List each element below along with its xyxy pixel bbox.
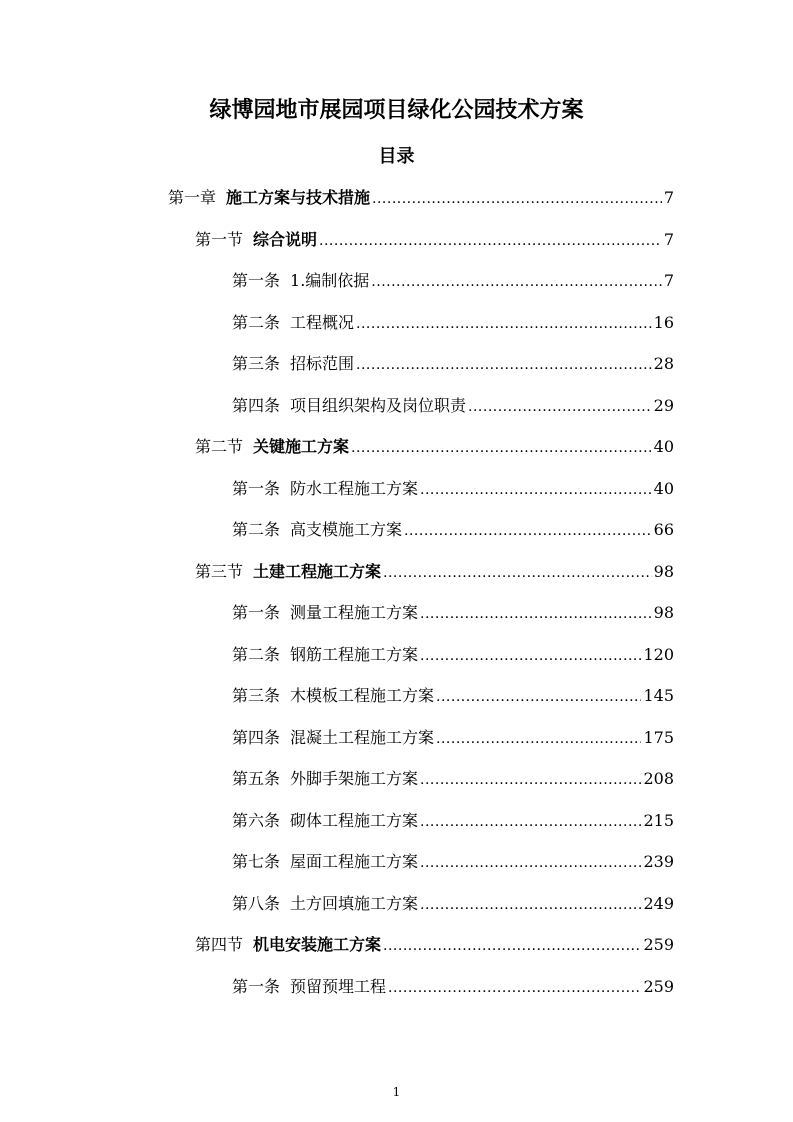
toc-entry[interactable] xyxy=(232,976,674,999)
toc-entry[interactable] xyxy=(232,644,674,667)
toc-entry-page: 66 xyxy=(653,520,674,539)
toc-entry-page: 249 xyxy=(643,893,674,913)
toc-entry[interactable] xyxy=(232,270,674,293)
toc-dot-leader xyxy=(420,603,652,625)
toc-entry-number: 第六条 xyxy=(232,810,281,830)
toc-entry-page: 7 xyxy=(663,188,674,207)
toc-entry[interactable] xyxy=(232,519,674,542)
toc-dot-leader xyxy=(420,852,641,874)
toc-entry-page: 98 xyxy=(653,603,674,622)
toc-entry[interactable] xyxy=(195,229,674,252)
toc-entry[interactable] xyxy=(195,436,674,459)
toc-entry-title: 综合说明 xyxy=(253,229,318,249)
toc-entry-title: 外脚手架施工方案 xyxy=(290,769,419,788)
toc-entry-title: 砌体工程施工方案 xyxy=(290,810,419,830)
page-number: 1 xyxy=(392,1085,401,1099)
toc-entry-title: 木模板工程施工方案 xyxy=(290,686,435,705)
toc-dot-leader xyxy=(351,437,652,459)
toc-entry-number: 第一条 xyxy=(232,603,281,622)
toc-entry-title: 屋面工程施工方案 xyxy=(290,852,419,871)
toc-entry-title: 工程概况 xyxy=(290,312,355,332)
toc-dot-leader xyxy=(420,769,641,791)
toc-entry-page: 145 xyxy=(643,686,674,705)
toc-dot-leader xyxy=(388,977,641,999)
toc-dot-leader xyxy=(420,645,641,667)
toc-entry-number: 第一条 xyxy=(232,271,281,290)
toc-entry-title: 土建工程施工方案 xyxy=(253,561,382,581)
toc-dot-leader xyxy=(371,271,662,293)
toc-entry-title: 预留预埋工程 xyxy=(290,976,387,996)
toc-entry[interactable] xyxy=(232,602,674,625)
toc-entry-title: 防水工程施工方案 xyxy=(290,478,419,498)
toc-entry-number: 第三条 xyxy=(232,686,281,705)
toc-entry[interactable] xyxy=(168,187,674,210)
toc-entry-number: 第四条 xyxy=(232,395,281,415)
toc-entry-number: 第七条 xyxy=(232,852,281,871)
toc-entry-page: 40 xyxy=(653,478,674,498)
toc-entry-title: 施工方案与技术措施 xyxy=(226,188,371,207)
toc-entry[interactable] xyxy=(232,727,674,750)
toc-dot-leader xyxy=(436,686,641,708)
toc-entry-title: 土方回填施工方案 xyxy=(290,893,419,913)
toc-entry[interactable] xyxy=(195,934,674,957)
toc-entry[interactable] xyxy=(232,851,674,874)
toc-entry-number: 第八条 xyxy=(232,893,281,913)
toc-entry[interactable] xyxy=(232,893,674,916)
toc-entry-page: 16 xyxy=(653,312,674,332)
toc-entry-number: 第三条 xyxy=(232,354,281,373)
toc-entry-page: 239 xyxy=(643,852,674,871)
toc-entry-number: 第一节 xyxy=(195,229,244,249)
toc-entry-number: 第一条 xyxy=(232,478,281,498)
document-title: 绿博园地市展园项目绿化公园技术方案 xyxy=(209,98,584,123)
toc-entry-page: 208 xyxy=(643,769,674,788)
toc-entry-title: 关键施工方案 xyxy=(253,437,350,456)
toc-entry-page: 7 xyxy=(663,229,674,249)
toc-entry[interactable] xyxy=(232,353,674,376)
toc-entry[interactable] xyxy=(232,395,674,418)
toc-dot-leader xyxy=(436,728,641,750)
toc-entry-number: 第二条 xyxy=(232,520,281,539)
toc-dot-leader xyxy=(356,354,652,376)
toc-entry[interactable] xyxy=(232,312,674,335)
toc-entry-number: 第一章 xyxy=(168,188,217,207)
toc-entry-page: 215 xyxy=(643,810,674,830)
toc-entry-title: 高支模施工方案 xyxy=(290,520,403,539)
toc-entry-number: 第四条 xyxy=(232,727,281,747)
toc-entry-title: 招标范围 xyxy=(290,354,355,373)
toc-entry-number: 第二节 xyxy=(195,437,244,456)
toc-entry-title: 钢筋工程施工方案 xyxy=(290,644,419,664)
toc-entry-title: 机电安装施工方案 xyxy=(253,935,382,954)
toc-entry-number: 第四节 xyxy=(195,935,244,954)
toc-entry[interactable] xyxy=(232,685,674,708)
toc-entry-page: 259 xyxy=(643,976,674,996)
toc-dot-leader xyxy=(383,562,652,584)
toc-entry[interactable] xyxy=(232,768,674,791)
toc-dot-leader xyxy=(383,935,641,957)
toc-entry-page: 259 xyxy=(643,935,674,954)
toc-heading: 目录 xyxy=(378,146,415,167)
toc-dot-leader xyxy=(420,811,641,833)
toc-entry-page: 98 xyxy=(653,561,674,581)
toc-dot-leader xyxy=(420,894,641,916)
toc-entry-page: 7 xyxy=(663,271,674,290)
toc-dot-leader xyxy=(468,396,652,418)
toc-entry-page: 28 xyxy=(653,354,674,373)
toc-entry-page: 40 xyxy=(653,437,674,456)
toc-entry[interactable] xyxy=(232,810,674,833)
toc-dot-leader xyxy=(356,313,652,335)
toc-entry-number: 第三节 xyxy=(195,561,244,581)
toc-entry-title: 测量工程施工方案 xyxy=(290,603,419,622)
toc-entry-number: 第二条 xyxy=(232,312,281,332)
toc-entry[interactable] xyxy=(195,561,674,584)
toc-dot-leader xyxy=(404,520,652,542)
toc-entry[interactable] xyxy=(232,478,674,501)
toc-entry-number: 第二条 xyxy=(232,644,281,664)
toc-dot-leader xyxy=(420,479,652,501)
toc-entry-title: 1.编制依据 xyxy=(290,271,370,290)
toc-entry-number: 第五条 xyxy=(232,769,281,788)
toc-dot-leader xyxy=(372,188,662,210)
toc-entry-title: 项目组织架构及岗位职责 xyxy=(290,395,467,415)
toc-entry-title: 混凝土工程施工方案 xyxy=(290,727,435,747)
toc-entry-page: 120 xyxy=(643,644,674,664)
toc-entry-page: 29 xyxy=(653,395,674,415)
toc-dot-leader xyxy=(319,230,662,252)
toc-entry-page: 175 xyxy=(643,727,674,747)
toc-entry-number: 第一条 xyxy=(232,976,281,996)
